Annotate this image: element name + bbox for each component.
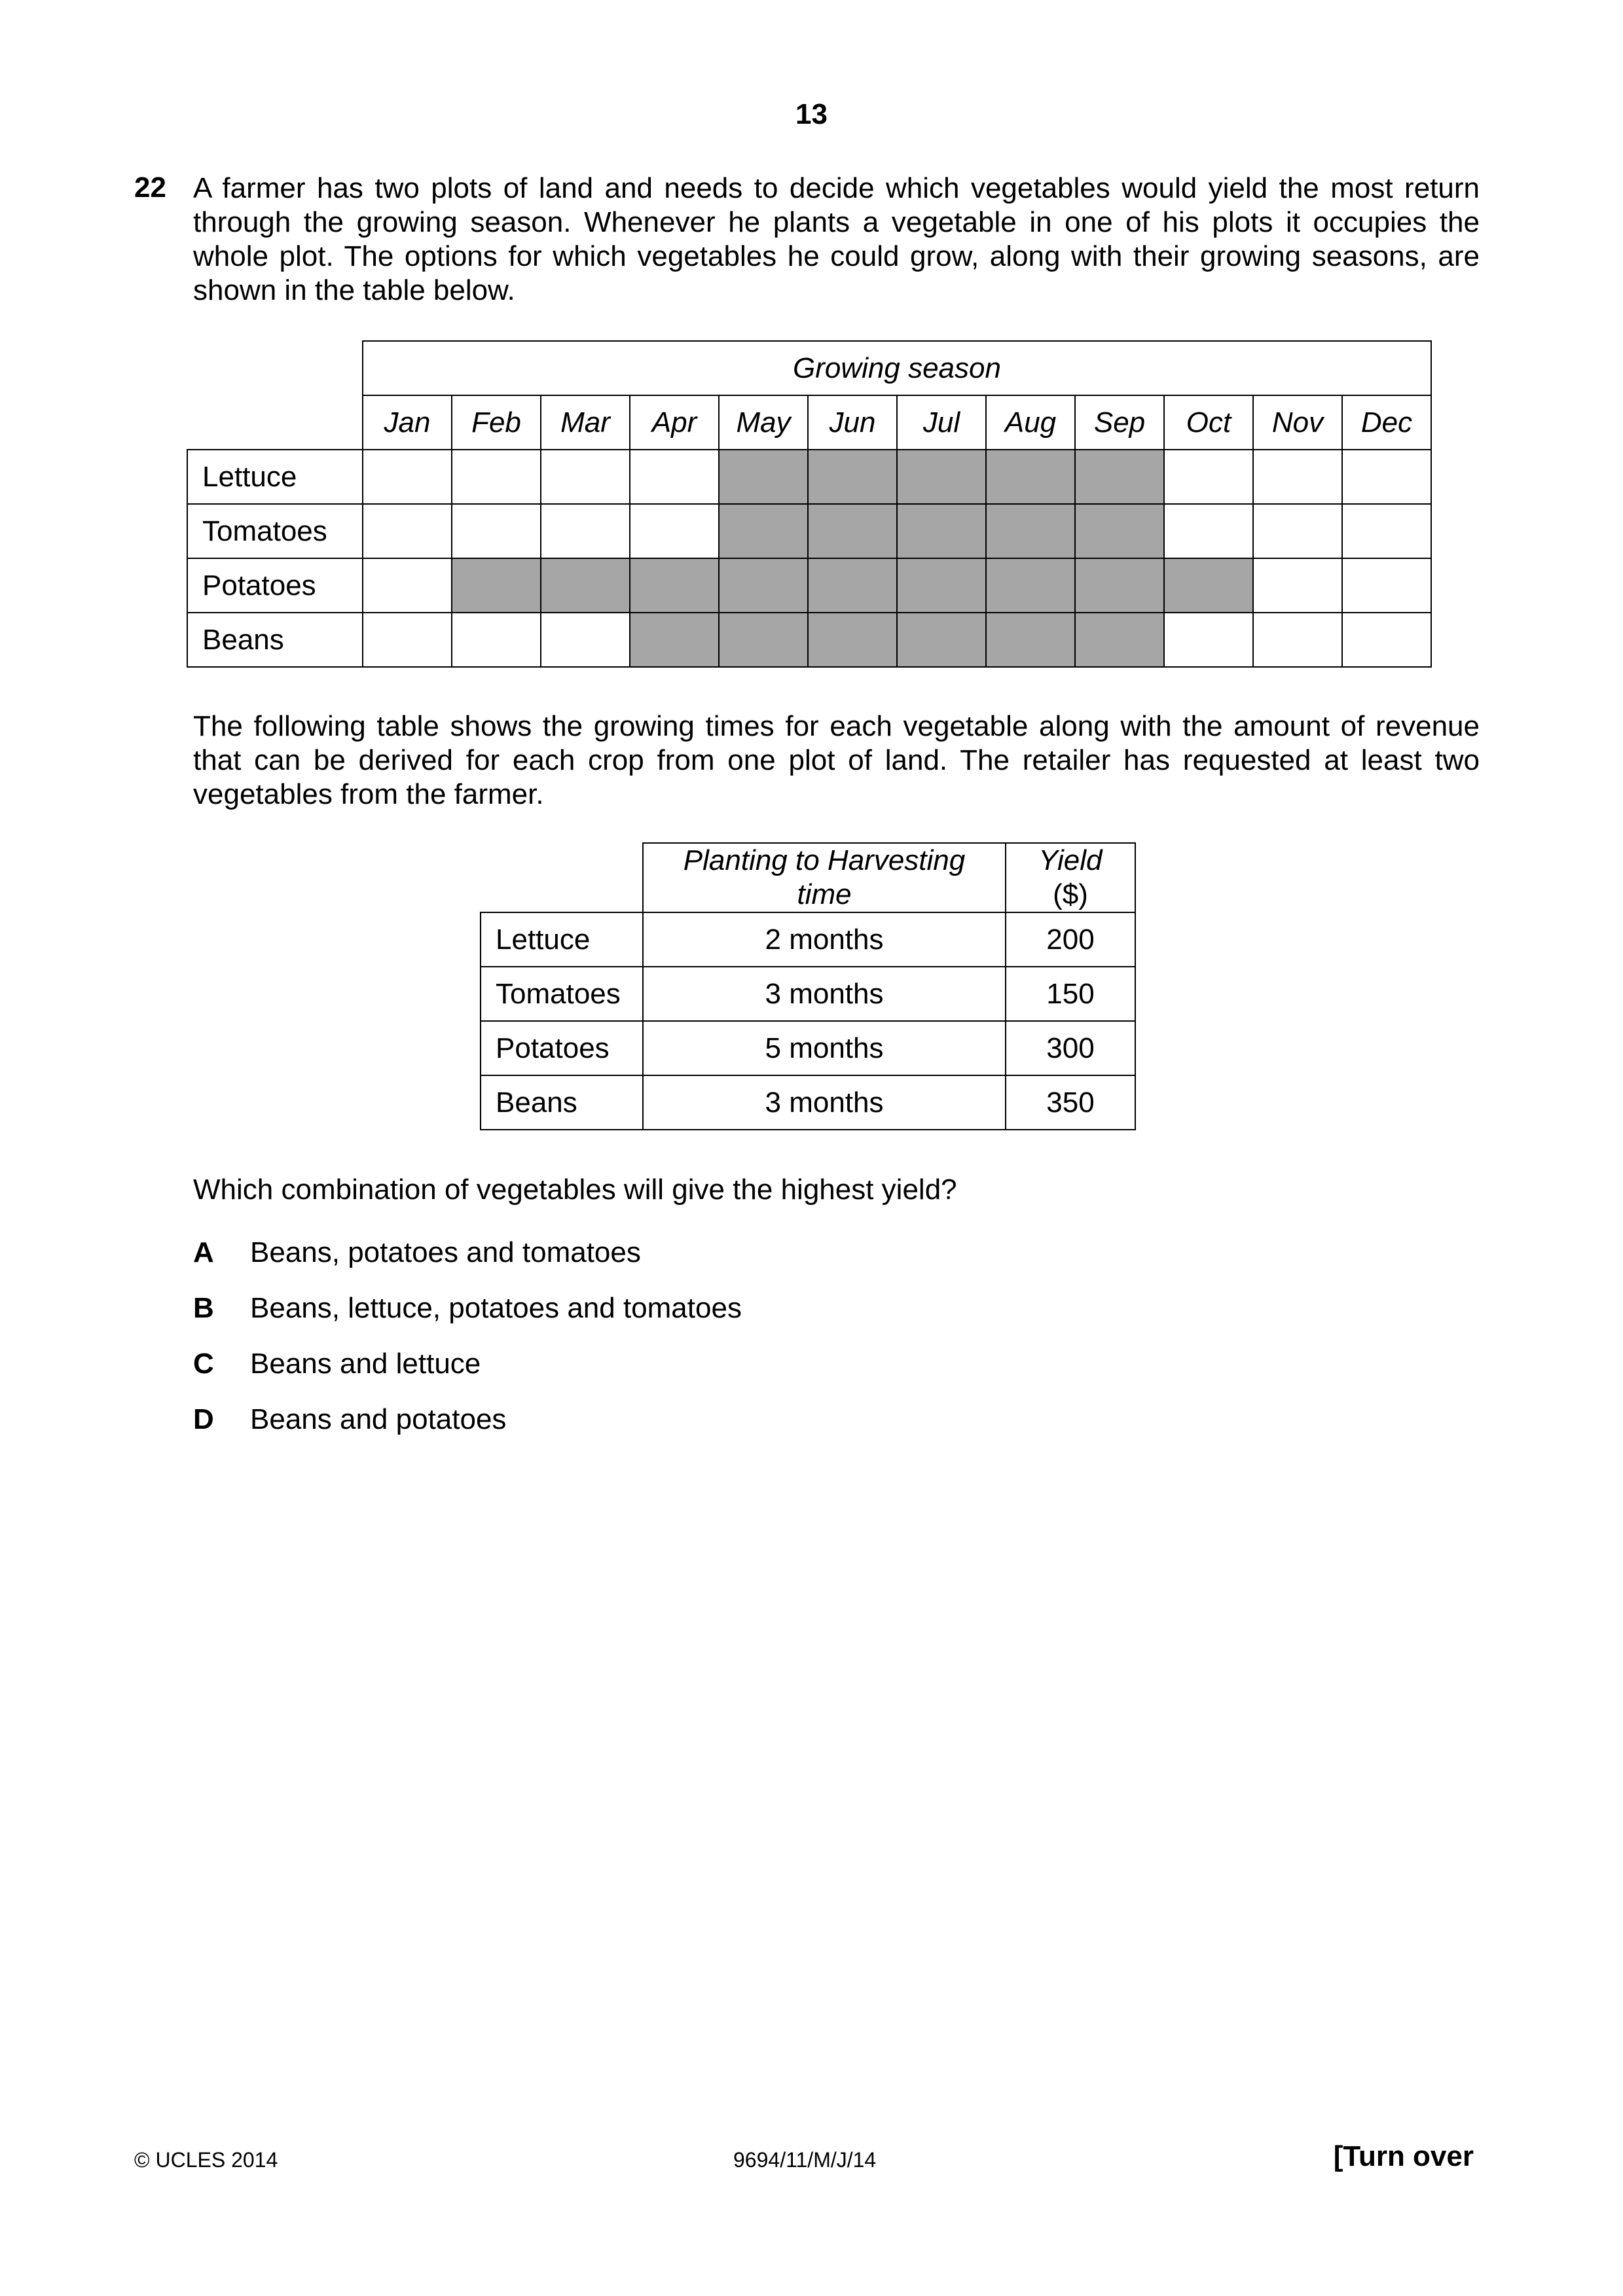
growing-cell — [897, 450, 986, 504]
growing-cell — [986, 558, 1075, 613]
option-letter: C — [193, 1348, 214, 1380]
empty-cell — [1164, 450, 1253, 504]
growing-cell — [897, 558, 986, 613]
month-header: Jun — [808, 395, 897, 450]
empty-cell — [541, 613, 630, 667]
option-text: Beans, potatoes and tomatoes — [250, 1236, 641, 1268]
growing-season-header: Growing season — [363, 341, 1431, 395]
month-header: Dec — [1342, 395, 1431, 450]
empty-cell — [363, 558, 452, 613]
option-text: Beans, lettuce, potatoes and tomatoes — [250, 1292, 742, 1324]
growing-cell — [630, 613, 719, 667]
planting-time-cell: 5 months — [643, 1021, 1006, 1075]
yield-cell: 150 — [1006, 967, 1135, 1021]
month-header: May — [719, 395, 808, 450]
vegetable-label: Beans — [481, 1075, 643, 1130]
empty-cell — [1253, 450, 1342, 504]
table-corner — [481, 843, 643, 912]
vegetable-label: Tomatoes — [481, 967, 643, 1021]
planting-time-cell: 3 months — [643, 1075, 1006, 1130]
growing-cell — [1075, 613, 1164, 667]
vegetable-label: Lettuce — [481, 912, 643, 967]
header-yield — [1006, 843, 1135, 912]
growing-cell — [808, 613, 897, 667]
question-number: 22 — [134, 171, 166, 204]
vegetable-label: Beans — [187, 613, 363, 667]
option-letter: A — [193, 1236, 214, 1268]
question-intro: A farmer has two plots of land and needs to decide which vegetables would yield the most return through the growing season. Whenever he plants a vegetable in one of his plots it occupies the whole plot. The options for which vegetables he could grow, along with their growing seasons, are shown in the table below. — [193, 172, 1480, 306]
empty-cell — [541, 504, 630, 558]
month-header: Mar — [541, 395, 630, 450]
option-text: Beans and potatoes — [250, 1403, 507, 1435]
empty-cell — [452, 613, 541, 667]
empty-cell — [1342, 450, 1431, 504]
table-corner — [187, 395, 363, 450]
growing-cell — [897, 504, 986, 558]
table-row — [187, 504, 1431, 558]
empty-cell — [1253, 558, 1342, 613]
empty-cell — [630, 450, 719, 504]
growing-cell — [1164, 558, 1253, 613]
option-text: Beans and lettuce — [250, 1348, 481, 1380]
table-row — [481, 1075, 1135, 1130]
growing-season-table — [187, 340, 1432, 668]
growing-cell — [808, 450, 897, 504]
copyright: © UCLES 2014 — [134, 2148, 278, 2172]
empty-cell — [363, 504, 452, 558]
empty-cell — [1342, 504, 1431, 558]
table-row — [481, 912, 1135, 967]
header-yield-line1: Yield — [1038, 844, 1103, 876]
growing-cell — [719, 558, 808, 613]
growing-cell — [986, 450, 1075, 504]
empty-cell — [630, 504, 719, 558]
planting-time-cell: 3 months — [643, 967, 1006, 1021]
growing-cell — [808, 504, 897, 558]
growing-cell — [986, 504, 1075, 558]
month-header: Aug — [986, 395, 1075, 450]
month-header: Jul — [897, 395, 986, 450]
growing-cell — [897, 613, 986, 667]
month-header: Nov — [1253, 395, 1342, 450]
empty-cell — [1253, 613, 1342, 667]
empty-cell — [1342, 558, 1431, 613]
second-paragraph: The following table shows the growing times for each vegetable along with the amount of revenue that can be derived for each crop from one plot of land. The retailer has requested at least two vegetables from the farmer. — [193, 710, 1480, 810]
growing-cell — [719, 504, 808, 558]
yield-cell: 200 — [1006, 912, 1135, 967]
growing-cell — [986, 613, 1075, 667]
vegetable-label: Lettuce — [187, 450, 363, 504]
header-planting-time-line2: time — [797, 878, 852, 910]
table-row — [187, 450, 1431, 504]
empty-cell — [1164, 504, 1253, 558]
header-planting-time-line1: Planting to Harvesting — [683, 844, 966, 876]
empty-cell — [1164, 613, 1253, 667]
growing-cell — [452, 558, 541, 613]
month-header: Oct — [1164, 395, 1253, 450]
vegetable-label: Potatoes — [481, 1021, 643, 1075]
month-header: Sep — [1075, 395, 1164, 450]
empty-cell — [363, 450, 452, 504]
month-header: Feb — [452, 395, 541, 450]
yield-cell: 300 — [1006, 1021, 1135, 1075]
paper-code: 9694/11/M/J/14 — [733, 2148, 877, 2172]
turn-over: [Turn over — [1333, 2140, 1474, 2172]
month-header: Apr — [630, 395, 719, 450]
page-number: 13 — [795, 98, 828, 130]
table-row — [187, 558, 1431, 613]
planting-time-cell: 2 months — [643, 912, 1006, 967]
growing-cell — [630, 558, 719, 613]
header-planting-time — [643, 843, 1006, 912]
growing-cell — [808, 558, 897, 613]
growing-cell — [1075, 504, 1164, 558]
empty-cell — [1253, 504, 1342, 558]
option-letter: B — [193, 1292, 214, 1324]
empty-cell — [541, 450, 630, 504]
yield-cell: 350 — [1006, 1075, 1135, 1130]
table-row — [481, 967, 1135, 1021]
empty-cell — [452, 450, 541, 504]
table-row — [187, 613, 1431, 667]
vegetable-label: Tomatoes — [187, 504, 363, 558]
growing-cell — [1075, 450, 1164, 504]
yield-table — [480, 842, 1136, 1130]
table-corner — [187, 341, 363, 395]
empty-cell — [363, 613, 452, 667]
growing-cell — [719, 613, 808, 667]
question-prompt: Which combination of vegetables will give the highest yield? — [193, 1174, 957, 1206]
option-letter: D — [193, 1403, 214, 1435]
empty-cell — [452, 504, 541, 558]
vegetable-label: Potatoes — [187, 558, 363, 613]
month-header: Jan — [363, 395, 452, 450]
empty-cell — [1342, 613, 1431, 667]
growing-cell — [719, 450, 808, 504]
header-yield-line2: ($) — [1053, 878, 1088, 910]
growing-cell — [541, 558, 630, 613]
growing-cell — [1075, 558, 1164, 613]
table-row — [481, 1021, 1135, 1075]
